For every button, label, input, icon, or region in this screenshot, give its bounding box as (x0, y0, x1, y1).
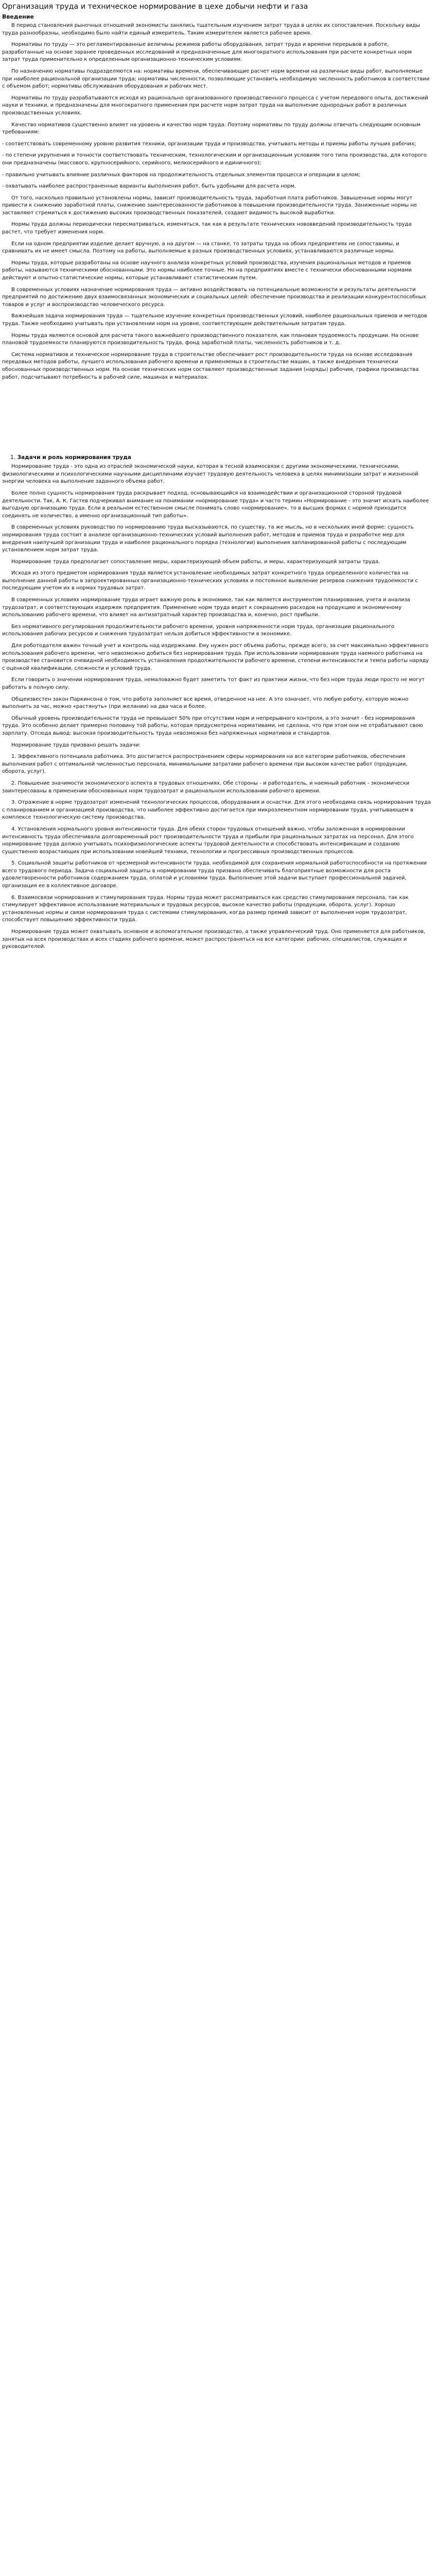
task-item: 6. Взаимосвязи нормирования и стимулирования труда. Нормы труда может рассматриваться как средство стимулирования персонала, так как стимулирует эффективное использование материальных и трудовых ресурсов, высокое качество работы (продукции, оборота, услуг). Хорошо установленные нормы и связи нормирования труда с системами стимулирования, когда размер премий зависит от выполнения норм трудозатрат, способствует повышению эффективности труда. (2, 894, 409, 923)
section-paragraph: В современных условиях руководство по нормированию труда высказываются, по существу, та же мысль, но в нескольких иной форме: сущность нормирования труда состоит в анализе организационно-технических условий выполнения работ, методов и приемов труда и разработке мер для внедрения наилучшей организации труда и наиболее рационального порядка (технологии) выполнения запланированной работы с последующим установлением норм затрат труда. (2, 524, 414, 553)
intro-paragraph: Нормативы по труду разрабатываются исходя из рационально организованного производственного процесса с учетом передового опыта, достижений науки и техники, и предназначены для многократного применения при расчете норм затрат труда на выполнение однородных работ в различных производственных условиях. (2, 95, 428, 116)
task-item: 3. Отражение в норме трудозатрат изменений технологических процессов, оборудования и оснастки. Для этого необходима связь нормирования труда с планированием и организацией производства, что наиболее эффективно достигается при микроэлементном нормировании труда, учитывающем в комплексе технологическую систему производства. (2, 800, 431, 821)
intro-paragraph: В современных условиях назначение нормирования труда — активно воздействовать на потенциальные возможности и результаты деятельности предприятий по достижению двух взаимосвязанных экономических и социальных целей: обеспечение производства и реализации конкурентоспособных товаров и услуг и воспроизводство человеческого ресурса. (2, 286, 426, 308)
intro-paragraph: Нормы труда должны периодически пересматриваться, изменяться, так как в результате технических нововведений производительность труда растет, что требует изменения норм. (2, 222, 412, 235)
requirement-item: - охватывать наиболее распространенные варианты выполнения работ, быть удобными для расчета норм. (2, 183, 296, 190)
section-title: Задачи и роль нормирования труда (17, 454, 131, 461)
intro-paragraph: От того, насколько правильно установлены нормы, зависит производительность труда, заработная плата работников. Завышенные нормы могут привести к снижению заработной платы, снижению заинтересованности работников в повышении производительности труда. Заниженные нормы не заставляют стремиться к достижению высоких производственных показателей, создают видимость высокой выработки. (2, 195, 417, 216)
intro-heading: Введение (2, 13, 34, 20)
intro-paragraph: Важнейшая задача нормирования труда — тщательное изучение конкретных производственных условий, наиболее рациональных приемов и методов труда. Также необходимо учитывать при установлении норм на уровне, соответствующем действительным затратам труда. (2, 313, 427, 327)
task-item: 4. Установления нормального уровня интенсивности труда. Для обеих сторон трудовых отношений важно, чтобы заложенная в нормировании интенсивность труда обеспечивала долговременный рост производительности труда и прибыли при рациональных затратах на персонал. Для этого нормирование труда должно учитывать психофизиологические аспекты трудовой деятельности и способствовать интенсификации и созданию существенно возрастающих при использовании новейшей техники, технологии и прогрессивных производственных процессов. (2, 826, 414, 855)
intro-paragraph: По назначению нормативы подразделяются на: нормативы времени, обеспечивающие расчет норм времени на различные виды работ, выполняемые при наиболее рациональной организации труда; нормативы численности, позволяющие установить необходимую численность работников в соответствии с объемом работ; нормативы обслуживания оборудования и рабочих мест. (2, 68, 430, 90)
intro-paragraph: Если на одном предприятии изделие делает вручную, а на другом — на станке, то затраты труда на обоих предприятиях не сопоставимы, и сравнивать их не имеет смысла. Поэтому на работы, выполняемые в разных производственных условиях, устанавливаются различные нормы. (2, 241, 399, 255)
section-number: 1. (10, 454, 16, 461)
page-break-space (2, 385, 431, 453)
section-paragraph: Более полно сущность нормирования труда раскрывает подход, основывающийся на взаимодействии и организационной стороной трудовой деятельности. Так, А. К. Гастев подчеркивал внимание на понимании «нормирование труда» и часто термин «Нормирование - это значит искать наиболее выгодную организацию труда. Если в реальном естественном смысле понимать слово «нормирование», то в высших формах с нормой приходится соединять не количество, а именно организационный тип работы». (2, 490, 429, 519)
section-paragraph: Без нормативного регулирования продолжительности рабочего времени, уровня напряженности норм труда, организации рационального использования рабочих ресурсов и снижения трудозатрат нельзя добиться эффективности в экономике. (2, 623, 394, 637)
section-paragraph: Если говорить о значении нормирования труда, немаловажно будет заметить тот факт из практики жизни, что без норм труда люди просто не могут работать в полную силу. (2, 677, 425, 690)
section-paragraph: Нормирование труда может охватывать основное и вспомогательное производство, а также управленческий труд. Оно применяется для работников, занятых на всех производствах и всех стадиях рабочего времени, может распространяться на все категории: рабочих, специалистов, служащих и руководителей. (2, 929, 426, 950)
intro-paragraph: Качество нормативов существенно влияет на уровень и качество норм труда. Поэтому нормативы по труду должны отвечать следующим основным требованиям: (2, 122, 421, 135)
intro-paragraph: Нормативы по труду — это регламентированные величины режимов работы оборудования, затрат труда и времени перерывов в работе, разработанные на основе заранее проведенных исследований и предназначенные для многократного использования при расчете конкретных норм затрат труда применительно к определенным организационно-техническим условиям. (2, 42, 412, 63)
document-title: Организация труда и техническое нормирование в цехе добычи нефти и газа (2, 3, 308, 11)
intro-paragraph: Нормы труда, которые разработаны на основе научного анализа конкретных условий производства, изучения рациональных методов и приемов работы, называются техническими обоснованными. Это нормы наиболее точные. Но на предприятиях вместе с технически обоснованными нормами действуют и опытно-статистические нормы, которые устанавливают статистическим путем. (2, 260, 412, 281)
document (0, 0, 436, 959)
intro-paragraph: В период становления рыночных отношений экономисты занялись тщательным изучением затрат труда в целях их сопоставления. Поскольку виды труда разнообразны, необходимо было найти единый измеритель. Таким измерителем является рабочее время. (2, 23, 420, 36)
section-body (2, 463, 431, 951)
task-item: 2. Повышение значимости экономического аспекта в трудовых отношениях. Обе стороны - и работодатель, и наемный работник - экономически заинтересованы в применении обоснованных норм трудозатрат и рациональном использовании рабочего времени. (2, 780, 410, 794)
section-paragraph: Общеизвестен закон Паркинсона о том, что работа заполняет все время, отведенное на нее. А это означает, что любую работу, которую можно выполнить за час, можно «растянуть» (при желании) на два часа и более. (2, 696, 409, 710)
intro-paragraph: Система нормативов и техническое нормирование труда в строительстве обеспечивает рост производительности труда на основе исследования передовых методов работы, лучшего использования рабочего времени и применяемых в строительстве машин, а также внедрения технически обоснованных производственных норм. На основе технических норм составляют производственные задания (наряды) рабочим, графики производства работ, подсчитывают потребность в рабочей силе, машинах и материалах. (2, 351, 419, 380)
requirement-item: - соответствовать современному уровню развития техники, организации труда и производства, учитывать методы и приемы работы лучших рабочих; (2, 141, 416, 147)
section-heading (2, 453, 431, 462)
section-paragraph: Обычный уровень производительности труда не превышает 50% при отсутствии норм и непрерывного контроля, а это значит - без нормирования труда. Это особенно делает примерно половину той работы, которая предусмотрена нормативами, не сделана, что при этом они не отрабатывают свою зарплату. Отсюда вывод: высокая производительность труда невозможна без напряженных нормативов и стандартов. (2, 715, 423, 736)
section-paragraph: Исходя из этого предметом нормирования труда является установление необходимых затрат конкретного труда определенного количества на выполнение данной работы в запроектированных организационно-технических условиях и постоянное выявление резервов снижения трудоемкости с последующим учетом их в нормах трудовых затрат. (2, 570, 418, 591)
section-paragraph: Нормирование труда - это одна из отраслей экономической науки, которая в тесной взаимосвязи с другими экономическими, техническими, физиологическими и психологическими научными дисциплинами изучает трудовую деятельность человека в целях минимизации затрат и жизненной энергии человека на выполнение заданного объема работ. (2, 464, 418, 485)
section-paragraph: Нормирование труда предполагает сопоставление меры, характеризующей объем работы, и меры, характеризующей затраты труда. (11, 558, 380, 565)
requirement-item: - правильно учитывать влияние различных факторов на продолжительность отдельных элементов процесса и операции в целом; (2, 172, 360, 178)
intro-body (2, 22, 431, 381)
task-item: 1. Эффективного потенциала работника. Это достигается распространением сферы нормирования на все категории работников, обеспечения выполнения работ с оптимальной численностью персонала, минимальными затратами рабочего времени при высоком качестве работ (продукции, оборота, услуг). (2, 754, 408, 775)
task-item: 5. Социальной защиты работников от чрезмерной интенсивности труда, необходимой для сохранения нормальной работоспособности на протяжении всего трудового периода. Задача социальной защиты в нормировании труда призвана обеспечивать благоприятные возможности для роста удовлетворенности работников содержанием труда, оплатой и условиями труда. Выполнение этой задачи выступает профессиональной задачей, организация ее в коллективное договоре. (2, 860, 427, 889)
requirement-item: - по степени укрупнения и точности соответствовать техническим, технологическим и организационным условиям того типа производства, для которого они предназначены (массового, крупносерийного, серийного, мелкосерийного и единичного); (2, 152, 427, 166)
intro-paragraph: Нормы труда являются основой для расчета такого важнейшего производственного показателя, как плановая трудоемкость продукции. На основе плановой трудоемкости планируются производительность труда, фонд заработной платы, численность работников и т. д. (2, 332, 419, 346)
section-paragraph: Для роботодателя важен точный учет и контроль над издержками. Ему нужен рост объема работы, прежде всего, за счет максимально-эффективного использования рабочего времени, чего невозможно добиться без нормирования труда. При использовании нормирования труда наемного работника на производстве становится очевидной необходимость установления продолжительности рабочего времени, степени интенсивности и темпа работы наряду с оценкой квалификации, сложности и условий труда. (2, 643, 429, 671)
section-paragraph: В современных условиях нормирование труда играет важную роль в экономике, так как является инструментом планирования, учета и анализа трудозатрат, и соответствующих издержек предприятия. Применение норм труда ведет к сокращению расходов на продукцию и экономичному использованию рабочего времени, что влияет на антизатратный характер производства и, конечно, рост прибыли. (2, 597, 410, 618)
section-paragraph: Нормирование труда призвано решать задачи: (11, 742, 141, 748)
